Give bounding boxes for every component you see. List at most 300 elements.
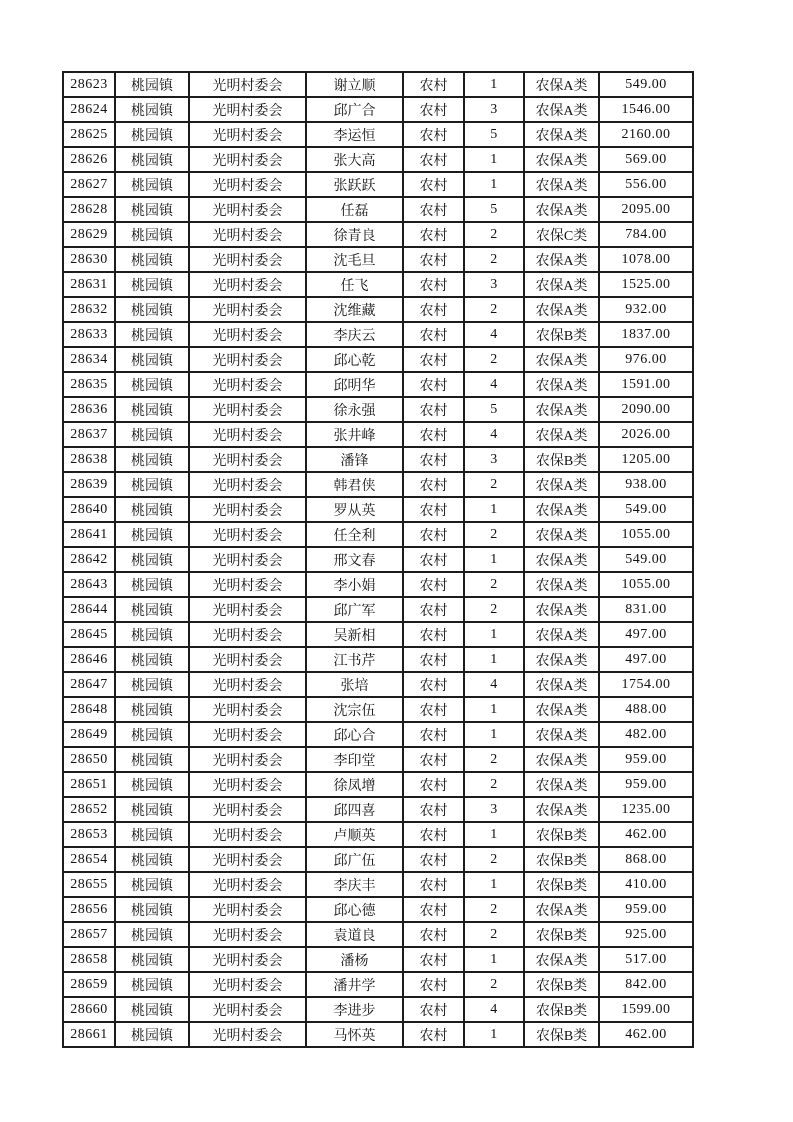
cell-amount: 482.00 xyxy=(599,722,693,747)
cell-amount: 784.00 xyxy=(599,222,693,247)
cell-town: 桃园镇 xyxy=(115,122,189,147)
cell-insurance-category: 农保A类 xyxy=(524,172,599,197)
cell-village-committee: 光明村委会 xyxy=(189,122,306,147)
cell-insurance-category: 农保B类 xyxy=(524,922,599,947)
cell-village-committee: 光明村委会 xyxy=(189,947,306,972)
cell-insurance-category: 农保B类 xyxy=(524,447,599,472)
cell-town: 桃园镇 xyxy=(115,197,189,222)
cell-village-committee: 光明村委会 xyxy=(189,647,306,672)
cell-insurance-category: 农保A类 xyxy=(524,547,599,572)
table-row xyxy=(63,197,693,222)
cell-village-committee: 光明村委会 xyxy=(189,672,306,697)
cell-household-type: 农村 xyxy=(403,572,464,597)
table-row xyxy=(63,972,693,997)
table-row xyxy=(63,597,693,622)
cell-household-type: 农村 xyxy=(403,747,464,772)
cell-household-type: 农村 xyxy=(403,647,464,672)
cell-amount: 932.00 xyxy=(599,297,693,322)
table-row xyxy=(63,172,693,197)
cell-person-count: 5 xyxy=(464,397,524,422)
cell-name: 潘杨 xyxy=(306,947,403,972)
cell-town: 桃园镇 xyxy=(115,597,189,622)
cell-town: 桃园镇 xyxy=(115,572,189,597)
table-row xyxy=(63,347,693,372)
cell-amount: 1205.00 xyxy=(599,447,693,472)
cell-insurance-category: 农保A类 xyxy=(524,422,599,447)
cell-amount: 976.00 xyxy=(599,347,693,372)
payment-register-table xyxy=(62,71,694,1048)
cell-insurance-category: 农保B类 xyxy=(524,822,599,847)
cell-insurance-category: 农保A类 xyxy=(524,247,599,272)
cell-name: 邱广合 xyxy=(306,97,403,122)
table-row xyxy=(63,272,693,297)
cell-person-count: 1 xyxy=(464,622,524,647)
cell-insurance-category: 农保A类 xyxy=(524,97,599,122)
cell-record-id: 28637 xyxy=(63,422,115,447)
cell-village-committee: 光明村委会 xyxy=(189,697,306,722)
cell-record-id: 28649 xyxy=(63,722,115,747)
cell-name: 任磊 xyxy=(306,197,403,222)
cell-town: 桃园镇 xyxy=(115,772,189,797)
cell-village-committee: 光明村委会 xyxy=(189,797,306,822)
cell-insurance-category: 农保A类 xyxy=(524,372,599,397)
table-row xyxy=(63,322,693,347)
cell-village-committee: 光明村委会 xyxy=(189,322,306,347)
table-row xyxy=(63,797,693,822)
cell-name: 李庆丰 xyxy=(306,872,403,897)
cell-person-count: 3 xyxy=(464,97,524,122)
cell-amount: 1754.00 xyxy=(599,672,693,697)
cell-name: 邱心德 xyxy=(306,897,403,922)
cell-village-committee: 光明村委会 xyxy=(189,347,306,372)
cell-person-count: 4 xyxy=(464,422,524,447)
cell-insurance-category: 农保A类 xyxy=(524,597,599,622)
cell-person-count: 1 xyxy=(464,722,524,747)
cell-insurance-category: 农保C类 xyxy=(524,222,599,247)
table-row xyxy=(63,947,693,972)
cell-name: 邱明华 xyxy=(306,372,403,397)
cell-household-type: 农村 xyxy=(403,897,464,922)
cell-name: 韩君侠 xyxy=(306,472,403,497)
cell-household-type: 农村 xyxy=(403,547,464,572)
cell-village-committee: 光明村委会 xyxy=(189,222,306,247)
cell-amount: 462.00 xyxy=(599,1022,693,1047)
table-row xyxy=(63,97,693,122)
cell-household-type: 农村 xyxy=(403,722,464,747)
cell-household-type: 农村 xyxy=(403,947,464,972)
cell-name: 邱广伍 xyxy=(306,847,403,872)
cell-insurance-category: 农保A类 xyxy=(524,947,599,972)
cell-town: 桃园镇 xyxy=(115,347,189,372)
table-row xyxy=(63,372,693,397)
cell-record-id: 28625 xyxy=(63,122,115,147)
cell-person-count: 2 xyxy=(464,747,524,772)
cell-record-id: 28646 xyxy=(63,647,115,672)
table-row xyxy=(63,497,693,522)
cell-person-count: 2 xyxy=(464,772,524,797)
table-row xyxy=(63,122,693,147)
table-row xyxy=(63,697,693,722)
cell-person-count: 5 xyxy=(464,122,524,147)
cell-village-committee: 光明村委会 xyxy=(189,822,306,847)
cell-record-id: 28624 xyxy=(63,97,115,122)
table-row xyxy=(63,522,693,547)
cell-name: 谢立顺 xyxy=(306,72,403,97)
cell-insurance-category: 农保A类 xyxy=(524,722,599,747)
cell-village-committee: 光明村委会 xyxy=(189,872,306,897)
cell-town: 桃园镇 xyxy=(115,797,189,822)
cell-amount: 1078.00 xyxy=(599,247,693,272)
document-page xyxy=(62,71,694,1048)
cell-name: 潘锋 xyxy=(306,447,403,472)
cell-insurance-category: 农保A类 xyxy=(524,122,599,147)
cell-amount: 959.00 xyxy=(599,897,693,922)
cell-amount: 959.00 xyxy=(599,772,693,797)
cell-person-count: 2 xyxy=(464,597,524,622)
cell-town: 桃园镇 xyxy=(115,72,189,97)
cell-name: 李运恒 xyxy=(306,122,403,147)
cell-village-committee: 光明村委会 xyxy=(189,547,306,572)
cell-name: 卢顺英 xyxy=(306,822,403,847)
cell-household-type: 农村 xyxy=(403,972,464,997)
cell-household-type: 农村 xyxy=(403,672,464,697)
cell-insurance-category: 农保A类 xyxy=(524,272,599,297)
cell-record-id: 28638 xyxy=(63,447,115,472)
table-row xyxy=(63,647,693,672)
cell-name: 袁道良 xyxy=(306,922,403,947)
cell-household-type: 农村 xyxy=(403,497,464,522)
cell-town: 桃园镇 xyxy=(115,697,189,722)
cell-insurance-category: 农保B类 xyxy=(524,1022,599,1047)
cell-village-committee: 光明村委会 xyxy=(189,422,306,447)
cell-record-id: 28623 xyxy=(63,72,115,97)
cell-town: 桃园镇 xyxy=(115,397,189,422)
cell-amount: 2095.00 xyxy=(599,197,693,222)
cell-record-id: 28643 xyxy=(63,572,115,597)
cell-town: 桃园镇 xyxy=(115,372,189,397)
cell-town: 桃园镇 xyxy=(115,722,189,747)
cell-town: 桃园镇 xyxy=(115,747,189,772)
cell-amount: 1055.00 xyxy=(599,522,693,547)
cell-person-count: 2 xyxy=(464,522,524,547)
cell-village-committee: 光明村委会 xyxy=(189,847,306,872)
cell-amount: 1837.00 xyxy=(599,322,693,347)
cell-name: 罗从英 xyxy=(306,497,403,522)
cell-person-count: 2 xyxy=(464,472,524,497)
table-row xyxy=(63,847,693,872)
cell-record-id: 28636 xyxy=(63,397,115,422)
cell-insurance-category: 农保A类 xyxy=(524,147,599,172)
cell-amount: 549.00 xyxy=(599,72,693,97)
cell-amount: 842.00 xyxy=(599,972,693,997)
cell-town: 桃园镇 xyxy=(115,872,189,897)
cell-village-committee: 光明村委会 xyxy=(189,972,306,997)
cell-name: 李庆云 xyxy=(306,322,403,347)
cell-amount: 1591.00 xyxy=(599,372,693,397)
table-row xyxy=(63,397,693,422)
cell-person-count: 1 xyxy=(464,822,524,847)
cell-record-id: 28650 xyxy=(63,747,115,772)
cell-town: 桃园镇 xyxy=(115,1022,189,1047)
cell-town: 桃园镇 xyxy=(115,622,189,647)
cell-household-type: 农村 xyxy=(403,447,464,472)
cell-name: 潘井学 xyxy=(306,972,403,997)
cell-amount: 549.00 xyxy=(599,497,693,522)
cell-amount: 868.00 xyxy=(599,847,693,872)
cell-amount: 569.00 xyxy=(599,147,693,172)
table-row xyxy=(63,247,693,272)
cell-insurance-category: 农保B类 xyxy=(524,322,599,347)
cell-person-count: 1 xyxy=(464,547,524,572)
cell-insurance-category: 农保A类 xyxy=(524,397,599,422)
cell-town: 桃园镇 xyxy=(115,297,189,322)
cell-person-count: 1 xyxy=(464,872,524,897)
cell-village-committee: 光明村委会 xyxy=(189,572,306,597)
cell-village-committee: 光明村委会 xyxy=(189,397,306,422)
cell-record-id: 28633 xyxy=(63,322,115,347)
cell-household-type: 农村 xyxy=(403,1022,464,1047)
cell-person-count: 2 xyxy=(464,222,524,247)
cell-village-committee: 光明村委会 xyxy=(189,1022,306,1047)
cell-village-committee: 光明村委会 xyxy=(189,197,306,222)
cell-amount: 549.00 xyxy=(599,547,693,572)
cell-name: 沈毛旦 xyxy=(306,247,403,272)
table-row xyxy=(63,997,693,1022)
cell-name: 沈维藏 xyxy=(306,297,403,322)
cell-record-id: 28645 xyxy=(63,622,115,647)
cell-amount: 1055.00 xyxy=(599,572,693,597)
table-row xyxy=(63,297,693,322)
cell-town: 桃园镇 xyxy=(115,322,189,347)
cell-person-count: 1 xyxy=(464,147,524,172)
cell-person-count: 2 xyxy=(464,847,524,872)
cell-household-type: 农村 xyxy=(403,597,464,622)
cell-record-id: 28660 xyxy=(63,997,115,1022)
cell-record-id: 28656 xyxy=(63,897,115,922)
cell-name: 李进步 xyxy=(306,997,403,1022)
cell-town: 桃园镇 xyxy=(115,97,189,122)
cell-person-count: 4 xyxy=(464,672,524,697)
cell-amount: 1235.00 xyxy=(599,797,693,822)
cell-insurance-category: 农保A类 xyxy=(524,72,599,97)
cell-record-id: 28653 xyxy=(63,822,115,847)
cell-household-type: 农村 xyxy=(403,422,464,447)
cell-name: 张大高 xyxy=(306,147,403,172)
cell-household-type: 农村 xyxy=(403,322,464,347)
cell-town: 桃园镇 xyxy=(115,547,189,572)
cell-name: 邢文春 xyxy=(306,547,403,572)
cell-amount: 462.00 xyxy=(599,822,693,847)
cell-village-committee: 光明村委会 xyxy=(189,597,306,622)
table-row xyxy=(63,1022,693,1047)
cell-person-count: 2 xyxy=(464,347,524,372)
cell-amount: 497.00 xyxy=(599,622,693,647)
cell-record-id: 28647 xyxy=(63,672,115,697)
table-row xyxy=(63,747,693,772)
cell-name: 邱四喜 xyxy=(306,797,403,822)
cell-amount: 2026.00 xyxy=(599,422,693,447)
table-row xyxy=(63,622,693,647)
cell-record-id: 28659 xyxy=(63,972,115,997)
cell-village-committee: 光明村委会 xyxy=(189,272,306,297)
cell-household-type: 农村 xyxy=(403,697,464,722)
cell-household-type: 农村 xyxy=(403,922,464,947)
cell-town: 桃园镇 xyxy=(115,897,189,922)
cell-name: 江书芹 xyxy=(306,647,403,672)
cell-household-type: 农村 xyxy=(403,222,464,247)
cell-village-committee: 光明村委会 xyxy=(189,772,306,797)
cell-household-type: 农村 xyxy=(403,97,464,122)
cell-record-id: 28661 xyxy=(63,1022,115,1047)
cell-insurance-category: 农保B类 xyxy=(524,997,599,1022)
cell-insurance-category: 农保A类 xyxy=(524,747,599,772)
table-row xyxy=(63,222,693,247)
cell-household-type: 农村 xyxy=(403,147,464,172)
cell-amount: 488.00 xyxy=(599,697,693,722)
cell-name: 张井峰 xyxy=(306,422,403,447)
cell-name: 吴新相 xyxy=(306,622,403,647)
cell-person-count: 4 xyxy=(464,322,524,347)
cell-household-type: 农村 xyxy=(403,397,464,422)
cell-insurance-category: 农保B类 xyxy=(524,847,599,872)
cell-insurance-category: 农保A类 xyxy=(524,647,599,672)
cell-name: 马怀英 xyxy=(306,1022,403,1047)
cell-insurance-category: 农保A类 xyxy=(524,622,599,647)
cell-town: 桃园镇 xyxy=(115,147,189,172)
cell-village-committee: 光明村委会 xyxy=(189,497,306,522)
cell-record-id: 28655 xyxy=(63,872,115,897)
cell-town: 桃园镇 xyxy=(115,522,189,547)
cell-town: 桃园镇 xyxy=(115,222,189,247)
cell-household-type: 农村 xyxy=(403,297,464,322)
cell-record-id: 28629 xyxy=(63,222,115,247)
cell-name: 邱广军 xyxy=(306,597,403,622)
cell-name: 任飞 xyxy=(306,272,403,297)
cell-town: 桃园镇 xyxy=(115,172,189,197)
cell-household-type: 农村 xyxy=(403,247,464,272)
cell-record-id: 28639 xyxy=(63,472,115,497)
cell-insurance-category: 农保A类 xyxy=(524,522,599,547)
table-row xyxy=(63,422,693,447)
cell-person-count: 1 xyxy=(464,697,524,722)
table-row xyxy=(63,72,693,97)
cell-village-committee: 光明村委会 xyxy=(189,147,306,172)
cell-village-committee: 光明村委会 xyxy=(189,622,306,647)
cell-person-count: 2 xyxy=(464,922,524,947)
cell-name: 李小娟 xyxy=(306,572,403,597)
table-row xyxy=(63,672,693,697)
cell-village-committee: 光明村委会 xyxy=(189,72,306,97)
cell-household-type: 农村 xyxy=(403,872,464,897)
cell-village-committee: 光明村委会 xyxy=(189,722,306,747)
table-row xyxy=(63,472,693,497)
cell-household-type: 农村 xyxy=(403,797,464,822)
cell-record-id: 28627 xyxy=(63,172,115,197)
cell-person-count: 2 xyxy=(464,972,524,997)
cell-name: 任全利 xyxy=(306,522,403,547)
cell-town: 桃园镇 xyxy=(115,497,189,522)
cell-person-count: 1 xyxy=(464,1022,524,1047)
table-row xyxy=(63,447,693,472)
cell-person-count: 3 xyxy=(464,447,524,472)
cell-record-id: 28626 xyxy=(63,147,115,172)
cell-village-committee: 光明村委会 xyxy=(189,172,306,197)
cell-insurance-category: 农保A类 xyxy=(524,572,599,597)
cell-amount: 497.00 xyxy=(599,647,693,672)
cell-household-type: 农村 xyxy=(403,122,464,147)
cell-town: 桃园镇 xyxy=(115,847,189,872)
cell-household-type: 农村 xyxy=(403,772,464,797)
cell-name: 徐凤增 xyxy=(306,772,403,797)
cell-household-type: 农村 xyxy=(403,347,464,372)
table-body xyxy=(63,72,693,1047)
cell-village-committee: 光明村委会 xyxy=(189,747,306,772)
cell-person-count: 1 xyxy=(464,72,524,97)
cell-name: 李印堂 xyxy=(306,747,403,772)
cell-record-id: 28631 xyxy=(63,272,115,297)
cell-person-count: 1 xyxy=(464,172,524,197)
cell-name: 徐青良 xyxy=(306,222,403,247)
cell-record-id: 28640 xyxy=(63,497,115,522)
cell-insurance-category: 农保A类 xyxy=(524,497,599,522)
table-row xyxy=(63,722,693,747)
cell-village-committee: 光明村委会 xyxy=(189,372,306,397)
cell-person-count: 4 xyxy=(464,372,524,397)
cell-person-count: 4 xyxy=(464,997,524,1022)
cell-household-type: 农村 xyxy=(403,197,464,222)
cell-person-count: 3 xyxy=(464,797,524,822)
cell-household-type: 农村 xyxy=(403,822,464,847)
cell-village-committee: 光明村委会 xyxy=(189,522,306,547)
cell-person-count: 2 xyxy=(464,297,524,322)
cell-village-committee: 光明村委会 xyxy=(189,997,306,1022)
cell-person-count: 2 xyxy=(464,247,524,272)
cell-insurance-category: 农保A类 xyxy=(524,797,599,822)
cell-amount: 925.00 xyxy=(599,922,693,947)
cell-amount: 2090.00 xyxy=(599,397,693,422)
cell-amount: 831.00 xyxy=(599,597,693,622)
cell-person-count: 2 xyxy=(464,572,524,597)
cell-record-id: 28641 xyxy=(63,522,115,547)
cell-insurance-category: 农保A类 xyxy=(524,347,599,372)
cell-town: 桃园镇 xyxy=(115,447,189,472)
cell-person-count: 1 xyxy=(464,497,524,522)
cell-insurance-category: 农保A类 xyxy=(524,197,599,222)
cell-amount: 556.00 xyxy=(599,172,693,197)
cell-insurance-category: 农保A类 xyxy=(524,772,599,797)
table-row xyxy=(63,547,693,572)
cell-village-committee: 光明村委会 xyxy=(189,472,306,497)
cell-town: 桃园镇 xyxy=(115,972,189,997)
cell-insurance-category: 农保A类 xyxy=(524,472,599,497)
cell-record-id: 28628 xyxy=(63,197,115,222)
cell-record-id: 28658 xyxy=(63,947,115,972)
table-row xyxy=(63,822,693,847)
cell-town: 桃园镇 xyxy=(115,272,189,297)
cell-town: 桃园镇 xyxy=(115,997,189,1022)
cell-person-count: 5 xyxy=(464,197,524,222)
cell-town: 桃园镇 xyxy=(115,647,189,672)
cell-village-committee: 光明村委会 xyxy=(189,297,306,322)
cell-town: 桃园镇 xyxy=(115,947,189,972)
cell-record-id: 28651 xyxy=(63,772,115,797)
cell-name: 张培 xyxy=(306,672,403,697)
cell-insurance-category: 农保A类 xyxy=(524,697,599,722)
cell-amount: 1525.00 xyxy=(599,272,693,297)
cell-village-committee: 光明村委会 xyxy=(189,97,306,122)
cell-amount: 1546.00 xyxy=(599,97,693,122)
table-row xyxy=(63,772,693,797)
